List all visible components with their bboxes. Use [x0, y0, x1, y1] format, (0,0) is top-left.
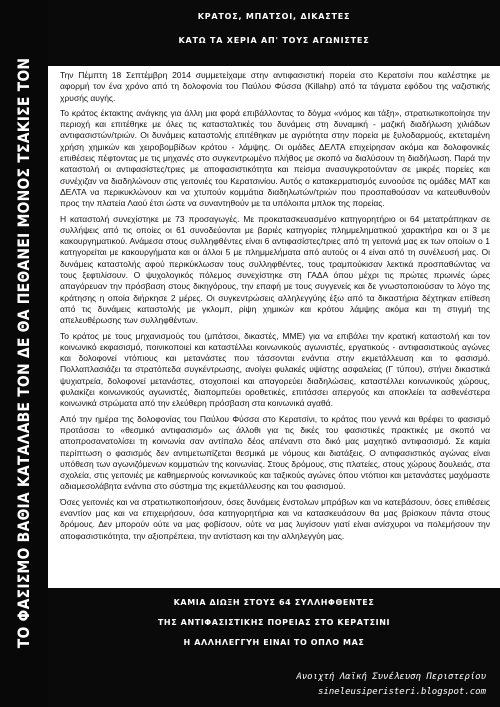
paragraph-6: Όσες γειτονιές και να στρατιωτικοποιήσουν, όσες δυνάμεις ένστολων μπράβων και να κατεβάσουν, όσες επιθέσεις εναντίον μας και να επιχειρήσουν, όσα κατηγορητήρια και να κατασκευάσουν θα μας βρίσκουν πάντα στους δρόμους. Δεν μπορούν ούτε να μας φοβίσουν, ούτε να μας λυγίσουν γιατί είναι ανίσχυροι να πολεμήσουν την αποφασιστικότητα, την αξιοπρέπεια, την αντίσταση και την αλληλεγγύη μας.: [60, 496, 490, 541]
body-text: [60, 70, 490, 546]
header-title-line1: ΚΡΑΤΟΣ, ΜΠΑΤΣΟΙ, ΔΙΚΑΣΤΕΣ: [197, 12, 351, 21]
footer-slogan-line2: ΤΗΣ ΑΝΤΙΦΑΣΙΣΤΙΚΗΣ ΠΟΡΕΙΑΣ ΣΤΟ ΚΕΡΑΤΣΙΝΙ: [157, 618, 391, 627]
signature: Ανοιχτή Λαϊκή Συνέλευση Περιστερίου: [296, 672, 486, 682]
footer-banner: [48, 588, 500, 707]
paragraph-3: Η καταστολή συνεχίστηκε με 73 προσαγωγές. Με προκατασκευασμένο κατηγορητήριο οι 64 μετατράπηκαν σε συλλήψεις από τις οποίες οι 61 συνοδεύονται με βαριές κατηγορίες πλημμεληματικού χαρακτήρα και οι 3 με κακουργηματικού. Ανάμεσα στους συλληφθέντες είναι 6 αντιφασίστες/τριες από τη γειτονιά μας εκ των οποίων ο 1 κατηγορείται με κακουργήματα και οι άλλοι 5 με πλημμελήματα από αυτούς οι 4 είναι από τη συνέλευσή μας. Οι δυνάμεις καταστολής αφού περικύκλωσαν τους συλληφθέντες, τους τραμπούκισαν λεκτικά προσπαθώντας να τους ξεφτιλίσουν. Ο ψυχολογικός πόλεμος συνεχίστηκε στη ΓΑΔΑ όπου μέχρι τις πρώτες πρωινές ώρες απαγόρευαν την πρόσβαση στους δικηγόρους, την επαφή με τους συγγενείς και δε γνωστοποιούσαν το λόγο της κράτησης η οποία διήρκησε 2 μέρες. Οι συγκεντρώσεις αλληλεγγύης έξω από τα δικαστήρια δέχτηκαν επίθεση από τις δυνάμεις καταστολής με γκλομπ, ρίψη χημικών και κρότου λάμψης ακόμα και τη στιγμή της απελευθέρωσης των συλληφθέντων.: [60, 213, 490, 326]
blog-url: sineleusiperisteri.blogspot.com: [318, 687, 486, 697]
footer-slogan-line1: ΚΑΜΙΑ ΔΙΩΞΗ ΣΤΟΥΣ 64 ΣΥΛΛΗΦΘΕΝΤΕΣ: [173, 598, 375, 607]
side-banner: [0, 0, 48, 707]
header-banner: [48, 0, 500, 66]
footer-slogan-line3: Η ΑΛΛΗΛΕΓΓΥΗ ΕΙΝΑΙ ΤΟ ΟΠΛΟ ΜΑΣ: [183, 638, 365, 647]
side-slogan: ΤΟ ΦΑΣΙΣΜΟ ΒΑΘΙΑ ΚΑΤΑΛΑΒΕ ΤΟΝ ΔΕ ΘΑ ΠΕΘΑΝΕΙ ΜΟΝΟΣ ΤΣΑΚΙΣΕ ΤΟΝ: [15, 57, 33, 649]
paragraph-5: Από την ημέρα της δολοφονίας του Παύλου Φύσσα στο Κερατσίνι, το κράτος που γεννά και θρέφει το φασισμό προτάσσει το «θεσμικό αντιφασισμό» ως άλλοθι για τις δικές του φασιστικές πρακτικές με σκοπό να αποπροσανατολίσει τη κοινωνία σαν αντίπαλο δέος απέναντι στο δικό μας μαχητικό αντιφασισμό. Σε καμία περίπτωση ο φασισμός δεν αντιμετωπίζεται θεσμικά με νόμους και διατάξεις. Ο αντιφασιστικός αγώνας είναι υπόθεση των αγωνιζόμενων κομματιών της κοινωνίας. Στους δρόμους, στις πλατείες, στους χώρους δουλειάς, στα σχολεία, στις γειτονιές με καθημερινούς κοινωνικούς και ταξικούς αγώνες όπου ντόπιοι και μετανάστες μαχόμαστε αδιαμεσολάβητα ενάντια στο σύστημα της εκμετάλλευσης και του φασισμού.: [60, 413, 490, 492]
paragraph-1: Την Πέμπτη 18 Σεπτέμβρη 2014 συμμετείχαμε στην αντιφασιστική πορεία στο Κερατσίνι που καλέστηκε με αφορμή τον ένα χρόνο από τη δολοφονία του Παύλου Φύσσα (Killahp) από τα τάγματα εφόδου της ναζιστικής χρυσής αυγής.: [60, 70, 490, 103]
paragraph-2: Το κράτος έκτακτης ανάγκης για άλλη μια φορά επιβάλλοντας το δόγμα «νόμος και τάξη», στρατιωτικοποίησε την περιοχή και επιτέθηκε με όλες τις κατασταλτικές του δυνάμεις στη δυναμική - μαζική διαδήλωση χιλιάδων αντιφασιστών/τριών. Οι δυνάμεις καταστολής επιτέθηκαν με αγριότητα στην πορεία με ξυλοδαρμούς, εκτεταμένη χρήση χημικών και χειροβομβίδων κρότου - λάμψης. Οι ομάδες ΔΕΛΤΑ επιχείρησαν ακόμα και δολοφονικές επιθέσεις πέφτοντας με τις μηχανές στο συγκεντρωμένο πλήθος με σκοπό να διαλύσουν τη διαδήλωση. Παρά την καταστολή οι αντιφασίστες/τριες με αποφασιστικότητα και πείσμα ανασυγκροτούνταν σε μικρές πορείες και συνέχιζαν να διαδηλώνουν στις γειτονιές του Κερατσινίου. Αυτός ο κατακερματισμός ευνοούσε τις ομάδες ΜΑΤ και ΔΕΛΤΑ να περικυκλώνουν και να χτυπούν κομμάτια διαδηλωτών/τριών που προσπαθούσαν να κατευθυνθούν προς την πλατεία Λαού έτσι ώστε να συναντηθούν με τα υπόλοιπα μπλοκ της πορείας.: [60, 107, 490, 209]
paragraph-4: Το κράτος με τους μηχανισμούς του (μπάτσοι, δικαστές, ΜΜΕ) για να επιβάλει την κρατική καταστολή και τον κοινωνικό εκφασισμό, ποινικοποιεί και καταστέλλει κοινωνικούς αγωνιστές, εργατικούς - αντιφασιστικούς αγώνες και δολοφονεί ντόπιους και μετανάστες που τάσσονται ενάντια στην εκμετάλλευση και το φασισμό. Πολλαπλασιάζει τα στρατόπεδα συγκέντρωσης, ανοίγει φυλακές υψίστης ασφαλείας (Γ τύπου), στήνει δικαστικά ψυχιατρεία, δολοφονεί μετανάστες, στοχοποιεί και απαγορεύει διαδηλώσεις, καταστέλλει κοινωνικούς χώρους, φυλακίζει κοινωνικούς αγωνιστές, διαπομπεύει οροθετικές, επιτάσσει απεργούς και αποκλείει τα ασθενέστερα κοινωνικά στρώματα από την ελεύθερη πρόσβαση στα κοινωνικά αγαθά.: [60, 330, 490, 409]
header-title-line2: ΚΑΤΩ ΤΑ ΧΕΡΙΑ ΑΠ' ΤΟΥΣ ΑΓΩΝΙΣΤΕΣ: [178, 36, 370, 45]
